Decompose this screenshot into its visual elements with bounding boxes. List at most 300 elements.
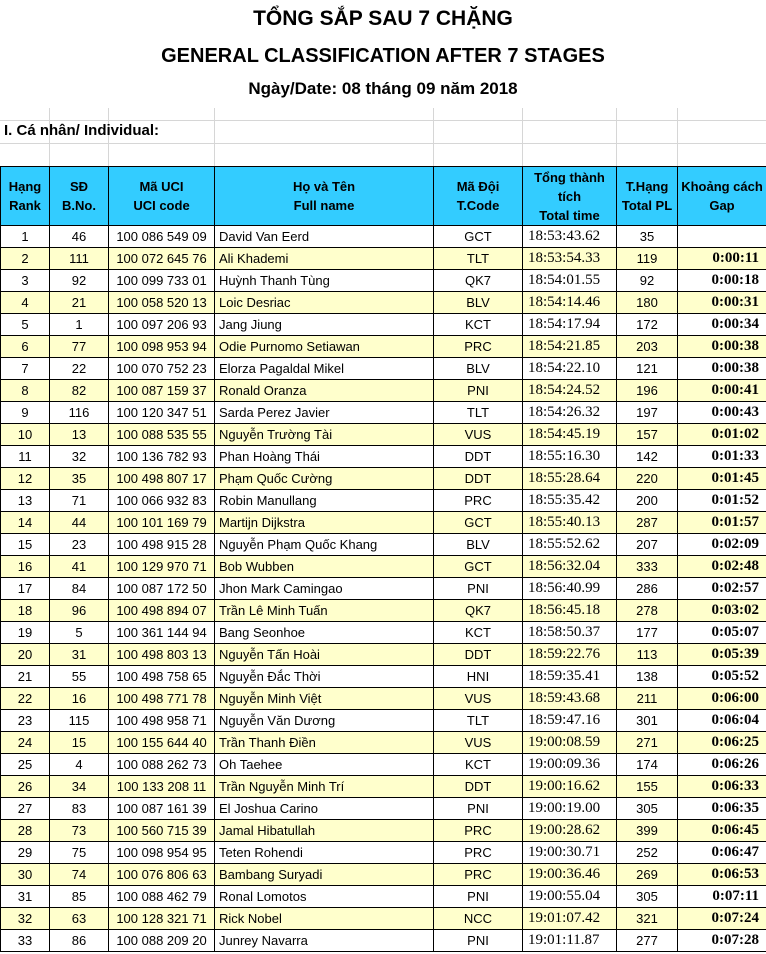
rank-cell[interactable]: 27 — [1, 798, 50, 820]
total-pl-cell[interactable]: 252 — [617, 842, 678, 864]
team-code-cell[interactable]: PNI — [434, 930, 523, 952]
team-code-cell[interactable]: KCT — [434, 314, 523, 336]
bib-cell[interactable]: 46 — [50, 226, 109, 248]
total-time-cell[interactable]: 18:56:32.04 — [523, 556, 617, 578]
uci-code-cell[interactable]: 100 097 206 93 — [109, 314, 215, 336]
name-cell[interactable]: Odie Purnomo Setiawan — [215, 336, 434, 358]
table-row[interactable] — [1, 446, 766, 468]
gap-cell[interactable]: 0:06:04 — [678, 710, 766, 732]
name-cell[interactable]: Trần Nguyễn Minh Trí — [215, 776, 434, 798]
uci-code-cell[interactable]: 100 087 159 37 — [109, 380, 215, 402]
total-pl-cell[interactable]: 287 — [617, 512, 678, 534]
uci-code-cell[interactable]: 100 088 462 79 — [109, 886, 215, 908]
bib-cell[interactable]: 16 — [50, 688, 109, 710]
bib-cell[interactable]: 92 — [50, 270, 109, 292]
total-time-cell[interactable]: 18:53:54.33 — [523, 248, 617, 270]
name-cell[interactable]: Sarda Perez Javier — [215, 402, 434, 424]
rank-cell[interactable]: 32 — [1, 908, 50, 930]
gap-cell[interactable]: 0:06:25 — [678, 732, 766, 754]
gap-cell[interactable]: 0:00:43 — [678, 402, 766, 424]
total-pl-cell[interactable]: 172 — [617, 314, 678, 336]
header-rank[interactable]: Hạng Rank — [1, 167, 50, 226]
rank-cell[interactable]: 19 — [1, 622, 50, 644]
table-row[interactable] — [1, 336, 766, 358]
bib-cell[interactable]: 74 — [50, 864, 109, 886]
name-cell[interactable]: Nguyễn Minh Việt — [215, 688, 434, 710]
team-code-cell[interactable]: PNI — [434, 798, 523, 820]
uci-code-cell[interactable]: 100 129 970 71 — [109, 556, 215, 578]
uci-code-cell[interactable]: 100 498 958 71 — [109, 710, 215, 732]
bib-cell[interactable]: 85 — [50, 886, 109, 908]
table-row[interactable] — [1, 908, 766, 930]
uci-code-cell[interactable]: 100 088 535 55 — [109, 424, 215, 446]
gap-cell[interactable]: 0:06:47 — [678, 842, 766, 864]
total-time-cell[interactable]: 18:59:43.68 — [523, 688, 617, 710]
name-cell[interactable]: Martijn Dijkstra — [215, 512, 434, 534]
total-pl-cell[interactable]: 180 — [617, 292, 678, 314]
name-cell[interactable]: Rick Nobel — [215, 908, 434, 930]
gap-cell[interactable]: 0:00:41 — [678, 380, 766, 402]
rank-cell[interactable]: 11 — [1, 446, 50, 468]
rank-cell[interactable]: 24 — [1, 732, 50, 754]
total-time-cell[interactable]: 18:54:14.46 — [523, 292, 617, 314]
rank-cell[interactable]: 18 — [1, 600, 50, 622]
team-code-cell[interactable]: PRC — [434, 820, 523, 842]
gap-cell[interactable]: 0:02:57 — [678, 578, 766, 600]
gap-cell[interactable]: 0:07:24 — [678, 908, 766, 930]
rank-cell[interactable]: 5 — [1, 314, 50, 336]
team-code-cell[interactable]: QK7 — [434, 600, 523, 622]
table-row[interactable] — [1, 314, 766, 336]
total-time-cell[interactable]: 19:00:28.62 — [523, 820, 617, 842]
team-code-cell[interactable]: PNI — [434, 380, 523, 402]
gap-cell[interactable]: 0:00:11 — [678, 248, 766, 270]
uci-code-cell[interactable]: 100 498 803 13 — [109, 644, 215, 666]
bib-cell[interactable]: 115 — [50, 710, 109, 732]
table-row[interactable] — [1, 468, 766, 490]
table-row[interactable] — [1, 512, 766, 534]
name-cell[interactable]: Huỳnh Thanh Tùng — [215, 270, 434, 292]
rank-cell[interactable]: 4 — [1, 292, 50, 314]
total-pl-cell[interactable]: 220 — [617, 468, 678, 490]
table-row[interactable] — [1, 798, 766, 820]
name-cell[interactable]: Phan Hoàng Thái — [215, 446, 434, 468]
rank-cell[interactable]: 25 — [1, 754, 50, 776]
team-code-cell[interactable]: HNI — [434, 666, 523, 688]
total-pl-cell[interactable]: 155 — [617, 776, 678, 798]
total-time-cell[interactable]: 19:00:19.00 — [523, 798, 617, 820]
name-cell[interactable]: Nguyễn Phạm Quốc Khang — [215, 534, 434, 556]
bib-cell[interactable]: 96 — [50, 600, 109, 622]
team-code-cell[interactable]: DDT — [434, 644, 523, 666]
team-code-cell[interactable]: DDT — [434, 468, 523, 490]
team-code-cell[interactable]: BLV — [434, 534, 523, 556]
bib-cell[interactable]: 63 — [50, 908, 109, 930]
uci-code-cell[interactable]: 100 058 520 13 — [109, 292, 215, 314]
bib-cell[interactable]: 83 — [50, 798, 109, 820]
table-row[interactable] — [1, 666, 766, 688]
name-cell[interactable]: Ronal Lomotos — [215, 886, 434, 908]
team-code-cell[interactable]: TLT — [434, 402, 523, 424]
total-time-cell[interactable]: 19:00:16.62 — [523, 776, 617, 798]
team-code-cell[interactable]: NCC — [434, 908, 523, 930]
team-code-cell[interactable]: GCT — [434, 512, 523, 534]
uci-code-cell[interactable]: 100 361 144 94 — [109, 622, 215, 644]
uci-code-cell[interactable]: 100 498 915 28 — [109, 534, 215, 556]
bib-cell[interactable]: 41 — [50, 556, 109, 578]
bib-cell[interactable]: 73 — [50, 820, 109, 842]
rank-cell[interactable]: 1 — [1, 226, 50, 248]
uci-code-cell[interactable]: 100 136 782 93 — [109, 446, 215, 468]
total-pl-cell[interactable]: 333 — [617, 556, 678, 578]
table-row[interactable] — [1, 248, 766, 270]
header-uci-code[interactable]: Mã UCI UCI code — [109, 167, 215, 226]
total-time-cell[interactable]: 18:54:24.52 — [523, 380, 617, 402]
table-row[interactable] — [1, 600, 766, 622]
name-cell[interactable]: Nguyễn Trường Tài — [215, 424, 434, 446]
rank-cell[interactable]: 20 — [1, 644, 50, 666]
uci-code-cell[interactable]: 100 098 953 94 — [109, 336, 215, 358]
total-pl-cell[interactable]: 113 — [617, 644, 678, 666]
uci-code-cell[interactable]: 100 498 807 17 — [109, 468, 215, 490]
uci-code-cell[interactable]: 100 098 954 95 — [109, 842, 215, 864]
table-row[interactable] — [1, 578, 766, 600]
team-code-cell[interactable]: PRC — [434, 864, 523, 886]
gap-cell[interactable]: 0:05:07 — [678, 622, 766, 644]
gap-cell[interactable]: 0:03:02 — [678, 600, 766, 622]
table-row[interactable] — [1, 424, 766, 446]
rank-cell[interactable]: 12 — [1, 468, 50, 490]
total-time-cell[interactable]: 18:54:45.19 — [523, 424, 617, 446]
bib-cell[interactable]: 71 — [50, 490, 109, 512]
header-total-pl[interactable]: T.Hạng Total PL — [617, 167, 678, 226]
total-time-cell[interactable]: 18:56:40.99 — [523, 578, 617, 600]
team-code-cell[interactable]: DDT — [434, 446, 523, 468]
gap-cell[interactable]: 0:06:35 — [678, 798, 766, 820]
table-row[interactable] — [1, 776, 766, 798]
rank-cell[interactable]: 28 — [1, 820, 50, 842]
gap-cell[interactable]: 0:07:11 — [678, 886, 766, 908]
rank-cell[interactable]: 31 — [1, 886, 50, 908]
bib-cell[interactable]: 23 — [50, 534, 109, 556]
bib-cell[interactable]: 75 — [50, 842, 109, 864]
bib-cell[interactable]: 82 — [50, 380, 109, 402]
bib-cell[interactable]: 22 — [50, 358, 109, 380]
gap-cell[interactable]: 0:02:09 — [678, 534, 766, 556]
name-cell[interactable]: Oh Taehee — [215, 754, 434, 776]
total-pl-cell[interactable]: 277 — [617, 930, 678, 952]
team-code-cell[interactable]: VUS — [434, 424, 523, 446]
header-team-code[interactable]: Mã Đội T.Code — [434, 167, 523, 226]
rank-cell[interactable]: 33 — [1, 930, 50, 952]
total-pl-cell[interactable]: 305 — [617, 886, 678, 908]
uci-code-cell[interactable]: 100 076 806 63 — [109, 864, 215, 886]
rank-cell[interactable]: 22 — [1, 688, 50, 710]
gap-cell[interactable]: 0:01:45 — [678, 468, 766, 490]
rank-cell[interactable]: 13 — [1, 490, 50, 512]
total-time-cell[interactable]: 19:00:08.59 — [523, 732, 617, 754]
gap-cell[interactable]: 0:00:34 — [678, 314, 766, 336]
uci-code-cell[interactable]: 100 101 169 79 — [109, 512, 215, 534]
team-code-cell[interactable]: GCT — [434, 226, 523, 248]
gap-cell[interactable]: 0:07:28 — [678, 930, 766, 952]
team-code-cell[interactable]: PRC — [434, 490, 523, 512]
total-time-cell[interactable]: 18:59:47.16 — [523, 710, 617, 732]
total-time-cell[interactable]: 19:00:55.04 — [523, 886, 617, 908]
rank-cell[interactable]: 14 — [1, 512, 50, 534]
team-code-cell[interactable]: KCT — [434, 622, 523, 644]
name-cell[interactable]: El Joshua Carino — [215, 798, 434, 820]
bib-cell[interactable]: 32 — [50, 446, 109, 468]
name-cell[interactable]: Bambang Suryadi — [215, 864, 434, 886]
uci-code-cell[interactable]: 100 133 208 11 — [109, 776, 215, 798]
rank-cell[interactable]: 3 — [1, 270, 50, 292]
uci-code-cell[interactable]: 100 498 894 07 — [109, 600, 215, 622]
total-time-cell[interactable]: 18:59:35.41 — [523, 666, 617, 688]
total-time-cell[interactable]: 18:54:22.10 — [523, 358, 617, 380]
header-gap[interactable]: Khoảng cách Gap — [678, 167, 766, 226]
rank-cell[interactable]: 15 — [1, 534, 50, 556]
table-row[interactable] — [1, 820, 766, 842]
total-time-cell[interactable]: 19:00:30.71 — [523, 842, 617, 864]
gap-cell[interactable]: 0:00:38 — [678, 358, 766, 380]
bib-cell[interactable]: 111 — [50, 248, 109, 270]
table-row[interactable] — [1, 886, 766, 908]
rank-cell[interactable]: 6 — [1, 336, 50, 358]
bib-cell[interactable]: 15 — [50, 732, 109, 754]
uci-code-cell[interactable]: 100 070 752 23 — [109, 358, 215, 380]
bib-cell[interactable]: 5 — [50, 622, 109, 644]
total-pl-cell[interactable]: 157 — [617, 424, 678, 446]
uci-code-cell[interactable]: 100 498 771 78 — [109, 688, 215, 710]
team-code-cell[interactable]: TLT — [434, 248, 523, 270]
uci-code-cell[interactable]: 100 128 321 71 — [109, 908, 215, 930]
total-time-cell[interactable]: 18:55:28.64 — [523, 468, 617, 490]
gap-cell[interactable] — [678, 226, 766, 248]
bib-cell[interactable]: 21 — [50, 292, 109, 314]
gap-cell[interactable]: 0:00:31 — [678, 292, 766, 314]
team-code-cell[interactable]: PNI — [434, 886, 523, 908]
gap-cell[interactable]: 0:00:38 — [678, 336, 766, 358]
total-time-cell[interactable]: 18:54:21.85 — [523, 336, 617, 358]
name-cell[interactable]: Loic Desriac — [215, 292, 434, 314]
total-pl-cell[interactable]: 305 — [617, 798, 678, 820]
total-time-cell[interactable]: 18:54:01.55 — [523, 270, 617, 292]
bib-cell[interactable]: 31 — [50, 644, 109, 666]
rank-cell[interactable]: 7 — [1, 358, 50, 380]
total-time-cell[interactable]: 19:01:07.42 — [523, 908, 617, 930]
total-pl-cell[interactable]: 174 — [617, 754, 678, 776]
rank-cell[interactable]: 29 — [1, 842, 50, 864]
name-cell[interactable]: Ali Khademi — [215, 248, 434, 270]
bib-cell[interactable]: 1 — [50, 314, 109, 336]
table-row[interactable] — [1, 270, 766, 292]
uci-code-cell[interactable]: 100 560 715 39 — [109, 820, 215, 842]
total-time-cell[interactable]: 18:55:35.42 — [523, 490, 617, 512]
total-pl-cell[interactable]: 196 — [617, 380, 678, 402]
name-cell[interactable]: Bob Wubben — [215, 556, 434, 578]
bib-cell[interactable]: 44 — [50, 512, 109, 534]
table-row[interactable] — [1, 358, 766, 380]
team-code-cell[interactable]: VUS — [434, 732, 523, 754]
name-cell[interactable]: Jamal Hibatullah — [215, 820, 434, 842]
name-cell[interactable]: Nguyễn Đắc Thời — [215, 666, 434, 688]
gap-cell[interactable]: 0:06:45 — [678, 820, 766, 842]
table-row[interactable] — [1, 556, 766, 578]
uci-code-cell[interactable]: 100 155 644 40 — [109, 732, 215, 754]
total-pl-cell[interactable]: 92 — [617, 270, 678, 292]
table-row[interactable] — [1, 490, 766, 512]
name-cell[interactable]: Trần Lê Minh Tuấn — [215, 600, 434, 622]
table-row[interactable] — [1, 402, 766, 424]
uci-code-cell[interactable]: 100 088 262 73 — [109, 754, 215, 776]
total-time-cell[interactable]: 18:53:43.62 — [523, 226, 617, 248]
total-pl-cell[interactable]: 301 — [617, 710, 678, 732]
gap-cell[interactable]: 0:06:26 — [678, 754, 766, 776]
total-pl-cell[interactable]: 197 — [617, 402, 678, 424]
total-time-cell[interactable]: 18:54:26.32 — [523, 402, 617, 424]
uci-code-cell[interactable]: 100 088 209 20 — [109, 930, 215, 952]
table-row[interactable] — [1, 710, 766, 732]
bib-cell[interactable]: 84 — [50, 578, 109, 600]
bib-cell[interactable]: 35 — [50, 468, 109, 490]
rank-cell[interactable]: 8 — [1, 380, 50, 402]
bib-cell[interactable]: 55 — [50, 666, 109, 688]
header-total-time[interactable]: Tổng thành tích Total time — [523, 167, 617, 226]
name-cell[interactable]: Elorza Pagaldal Mikel — [215, 358, 434, 380]
team-code-cell[interactable]: PRC — [434, 842, 523, 864]
total-time-cell[interactable]: 18:54:17.94 — [523, 314, 617, 336]
rank-cell[interactable]: 30 — [1, 864, 50, 886]
total-pl-cell[interactable]: 269 — [617, 864, 678, 886]
table-row[interactable] — [1, 842, 766, 864]
total-pl-cell[interactable]: 207 — [617, 534, 678, 556]
rank-cell[interactable]: 9 — [1, 402, 50, 424]
total-time-cell[interactable]: 18:59:22.76 — [523, 644, 617, 666]
rank-cell[interactable]: 2 — [1, 248, 50, 270]
total-pl-cell[interactable]: 321 — [617, 908, 678, 930]
uci-code-cell[interactable]: 100 087 161 39 — [109, 798, 215, 820]
table-row[interactable] — [1, 644, 766, 666]
name-cell[interactable]: Bang Seonhoe — [215, 622, 434, 644]
team-code-cell[interactable]: TLT — [434, 710, 523, 732]
uci-code-cell[interactable]: 100 086 549 09 — [109, 226, 215, 248]
bib-cell[interactable]: 86 — [50, 930, 109, 952]
gap-cell[interactable]: 0:06:33 — [678, 776, 766, 798]
team-code-cell[interactable]: QK7 — [434, 270, 523, 292]
table-row[interactable] — [1, 864, 766, 886]
bib-cell[interactable]: 4 — [50, 754, 109, 776]
total-pl-cell[interactable]: 138 — [617, 666, 678, 688]
total-time-cell[interactable]: 18:56:45.18 — [523, 600, 617, 622]
team-code-cell[interactable]: PRC — [434, 336, 523, 358]
rank-cell[interactable]: 21 — [1, 666, 50, 688]
table-row[interactable] — [1, 534, 766, 556]
table-row[interactable] — [1, 754, 766, 776]
total-time-cell[interactable]: 19:01:11.87 — [523, 930, 617, 952]
total-time-cell[interactable]: 18:55:40.13 — [523, 512, 617, 534]
table-row[interactable] — [1, 688, 766, 710]
total-pl-cell[interactable]: 271 — [617, 732, 678, 754]
total-time-cell[interactable]: 18:58:50.37 — [523, 622, 617, 644]
name-cell[interactable]: Trần Thanh Điền — [215, 732, 434, 754]
team-code-cell[interactable]: BLV — [434, 358, 523, 380]
total-pl-cell[interactable]: 203 — [617, 336, 678, 358]
name-cell[interactable]: David Van Eerd — [215, 226, 434, 248]
name-cell[interactable]: Jang Jiung — [215, 314, 434, 336]
bib-cell[interactable]: 34 — [50, 776, 109, 798]
uci-code-cell[interactable]: 100 087 172 50 — [109, 578, 215, 600]
table-row[interactable] — [1, 292, 766, 314]
name-cell[interactable]: Robin Manullang — [215, 490, 434, 512]
team-code-cell[interactable]: DDT — [434, 776, 523, 798]
gap-cell[interactable]: 0:01:52 — [678, 490, 766, 512]
total-time-cell[interactable]: 18:55:16.30 — [523, 446, 617, 468]
uci-code-cell[interactable]: 100 066 932 83 — [109, 490, 215, 512]
table-row[interactable] — [1, 732, 766, 754]
name-cell[interactable]: Ronald Oranza — [215, 380, 434, 402]
gap-cell[interactable]: 0:06:53 — [678, 864, 766, 886]
name-cell[interactable]: Junrey Navarra — [215, 930, 434, 952]
gap-cell[interactable]: 0:01:57 — [678, 512, 766, 534]
rank-cell[interactable]: 26 — [1, 776, 50, 798]
rank-cell[interactable]: 23 — [1, 710, 50, 732]
total-pl-cell[interactable]: 286 — [617, 578, 678, 600]
total-pl-cell[interactable]: 211 — [617, 688, 678, 710]
rank-cell[interactable]: 10 — [1, 424, 50, 446]
team-code-cell[interactable]: GCT — [434, 556, 523, 578]
uci-code-cell[interactable]: 100 072 645 76 — [109, 248, 215, 270]
total-pl-cell[interactable]: 142 — [617, 446, 678, 468]
rank-cell[interactable]: 17 — [1, 578, 50, 600]
name-cell[interactable]: Jhon Mark Camingao — [215, 578, 434, 600]
gap-cell[interactable]: 0:06:00 — [678, 688, 766, 710]
team-code-cell[interactable]: BLV — [434, 292, 523, 314]
team-code-cell[interactable]: PNI — [434, 578, 523, 600]
name-cell[interactable]: Phạm Quốc Cường — [215, 468, 434, 490]
gap-cell[interactable]: 0:02:48 — [678, 556, 766, 578]
gap-cell[interactable]: 0:01:33 — [678, 446, 766, 468]
gap-cell[interactable]: 0:00:18 — [678, 270, 766, 292]
table-row[interactable] — [1, 930, 766, 952]
total-pl-cell[interactable]: 121 — [617, 358, 678, 380]
name-cell[interactable]: Nguyễn Văn Dương — [215, 710, 434, 732]
total-pl-cell[interactable]: 177 — [617, 622, 678, 644]
total-time-cell[interactable]: 19:00:36.46 — [523, 864, 617, 886]
total-pl-cell[interactable]: 399 — [617, 820, 678, 842]
gap-cell[interactable]: 0:05:39 — [678, 644, 766, 666]
total-time-cell[interactable]: 18:55:52.62 — [523, 534, 617, 556]
bib-cell[interactable]: 13 — [50, 424, 109, 446]
gap-cell[interactable]: 0:05:52 — [678, 666, 766, 688]
team-code-cell[interactable]: VUS — [434, 688, 523, 710]
total-pl-cell[interactable]: 119 — [617, 248, 678, 270]
uci-code-cell[interactable]: 100 099 733 01 — [109, 270, 215, 292]
total-time-cell[interactable]: 19:00:09.36 — [523, 754, 617, 776]
table-row[interactable] — [1, 380, 766, 402]
table-row[interactable] — [1, 622, 766, 644]
uci-code-cell[interactable]: 100 120 347 51 — [109, 402, 215, 424]
name-cell[interactable]: Teten Rohendi — [215, 842, 434, 864]
team-code-cell[interactable]: KCT — [434, 754, 523, 776]
total-pl-cell[interactable]: 35 — [617, 226, 678, 248]
bib-cell[interactable]: 116 — [50, 402, 109, 424]
bib-cell[interactable]: 77 — [50, 336, 109, 358]
rank-cell[interactable]: 16 — [1, 556, 50, 578]
header-full-name[interactable]: Họ và Tên Full name — [215, 167, 434, 226]
table-row[interactable] — [1, 226, 766, 248]
uci-code-cell[interactable]: 100 498 758 65 — [109, 666, 215, 688]
